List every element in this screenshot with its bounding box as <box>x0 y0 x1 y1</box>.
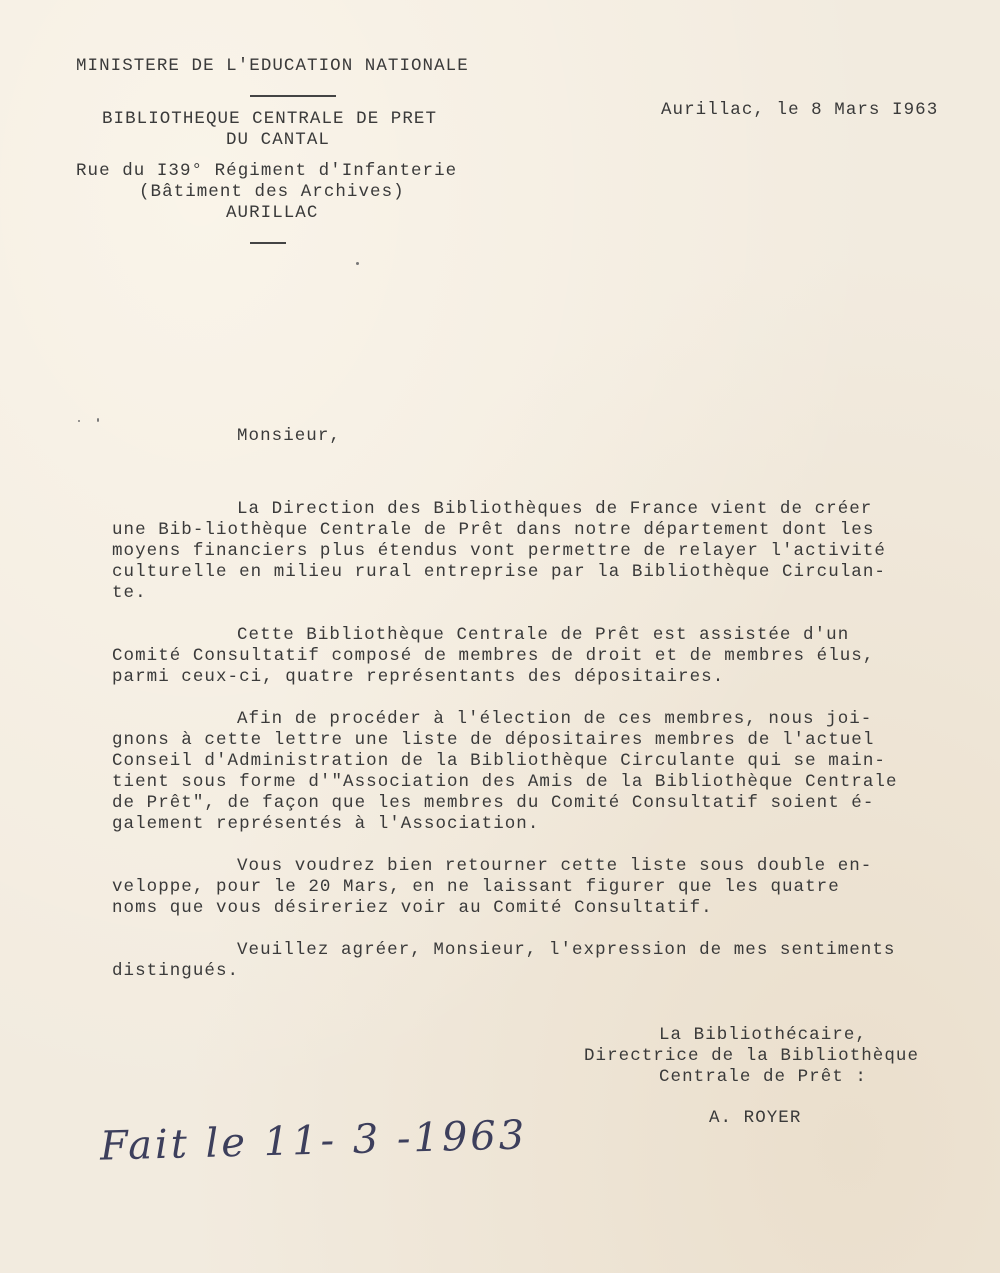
paragraph-line: te. <box>112 583 147 603</box>
header-divider-top <box>250 95 336 97</box>
address-line2: (Bâtiment des Archives) <box>139 182 405 202</box>
paragraph-line: Vous voudrez bien retourner cette liste sous double en- <box>237 856 873 876</box>
paragraph-line: Conseil d'Administration de la Bibliothèque Circulante qui se main- <box>112 751 886 771</box>
paragraph-line: galement représentés à l'Association. <box>112 814 540 834</box>
signature-title: La Bibliothécaire, <box>659 1025 867 1045</box>
header-divider-bottom <box>250 242 286 244</box>
address-line3: AURILLAC <box>226 203 319 223</box>
ministry-heading: MINISTERE DE L'EDUCATION NATIONALE <box>76 56 469 76</box>
paragraph-line: moyens financiers plus étendus vont permettre de relayer l'activité <box>112 541 886 561</box>
paragraph-line: noms que vous désireriez voir au Comité Consultatif. <box>112 898 713 918</box>
handwritten-note: Fait le 11- 3 -1963 <box>99 1112 528 1170</box>
paper-speck <box>78 420 80 422</box>
paragraph-line: distingués. <box>112 961 240 981</box>
paragraph-line: Comité Consultatif composé de membres de droit et de membres élus, <box>112 646 875 666</box>
paragraph-line: veloppe, pour le 20 Mars, en ne laissant figurer que les quatre <box>112 877 840 897</box>
paragraph-line: tient sous forme d'"Association des Amis de la Bibliothèque Centrale <box>112 772 898 792</box>
paragraph-line: Cette Bibliothèque Centrale de Prêt est assistée d'un <box>237 625 850 645</box>
paragraph-line: parmi ceux-ci, quatre représentants des dépositaires. <box>112 667 725 687</box>
paragraph-line: La Direction des Bibliothèques de France vient de créer <box>237 499 873 519</box>
letter-date: Aurillac, le 8 Mars I963 <box>661 100 939 120</box>
signature-institution: Centrale de Prêt : <box>659 1067 867 1087</box>
paragraph-line: culturelle en milieu rural entreprise par la Bibliothèque Circulan- <box>112 562 886 582</box>
paper-speck <box>356 262 359 265</box>
signatory-name: A. ROYER <box>709 1108 802 1128</box>
library-name-line2: DU CANTAL <box>226 130 330 150</box>
paragraph-line: Veuillez agréer, Monsieur, l'expression de mes sentiments <box>237 940 896 960</box>
paragraph-line: une Bib-liothèque Centrale de Prêt dans notre département dont les <box>112 520 875 540</box>
paragraph-line: gnons à cette lettre une liste de dépositaires membres de l'actuel <box>112 730 875 750</box>
signature-role: Directrice de la Bibliothèque <box>584 1046 919 1066</box>
salutation: Monsieur, <box>237 426 341 446</box>
paragraph-line: de Prêt", de façon que les membres du Comité Consultatif soient é- <box>112 793 875 813</box>
library-name-line1: BIBLIOTHEQUE CENTRALE DE PRET <box>102 109 437 129</box>
address-line1: Rue du I39° Régiment d'Infanterie <box>76 161 458 181</box>
paper-speck <box>97 418 99 422</box>
paragraph-line: Afin de procéder à l'élection de ces membres, nous joi- <box>237 709 873 729</box>
